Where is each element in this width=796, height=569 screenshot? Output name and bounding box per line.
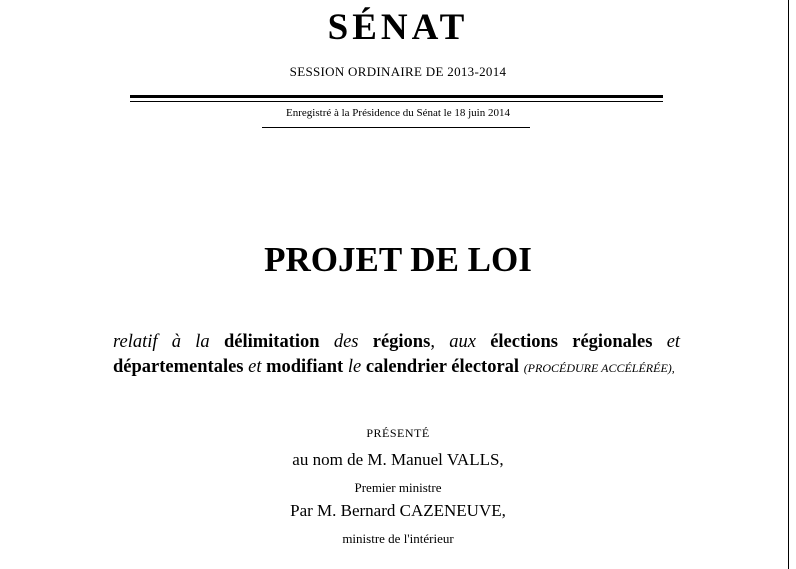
subject-text: départementales	[113, 357, 244, 377]
procedure-note: (PROCÉDURE ACCÉLÉRÉE),	[523, 361, 675, 375]
subject-text: calendrier électoral	[365, 357, 520, 377]
registration-line: Enregistré à la Présidence du Sénat le 18 juin 2014	[286, 107, 510, 119]
subject-text: relatif à la	[113, 332, 210, 352]
header-rule-thin	[130, 101, 663, 102]
registration-rule	[262, 127, 530, 128]
on-behalf-line: au nom de M. Manuel VALLS,	[292, 450, 504, 469]
chamber-title: SÉNAT	[327, 7, 469, 48]
subject-text: des	[333, 332, 359, 352]
subject-text: délimitation	[223, 332, 320, 352]
header-rule-thick	[130, 95, 663, 98]
subject-text: ,	[430, 332, 435, 352]
subject-text: élections régionales	[490, 332, 653, 352]
session-line: SESSION ORDINAIRE DE 2013-2014	[289, 64, 507, 79]
subject-text: le	[347, 357, 362, 377]
presenter-role: ministre de l'intérieur	[342, 531, 454, 546]
presenter-line: Par M. Bernard CAZENEUVE,	[290, 501, 506, 520]
on-behalf-role: Premier ministre	[354, 480, 442, 495]
subject-text: modifiant	[266, 357, 344, 377]
document-title: PROJET DE LOI	[264, 240, 532, 279]
presented-label: PRÉSENTÉ	[366, 426, 430, 440]
subject-text: aux	[449, 332, 476, 352]
subject-text: et	[248, 357, 262, 377]
subject-text: et	[666, 332, 681, 352]
subject-text: régions	[372, 332, 431, 352]
bill-subject	[113, 330, 680, 381]
